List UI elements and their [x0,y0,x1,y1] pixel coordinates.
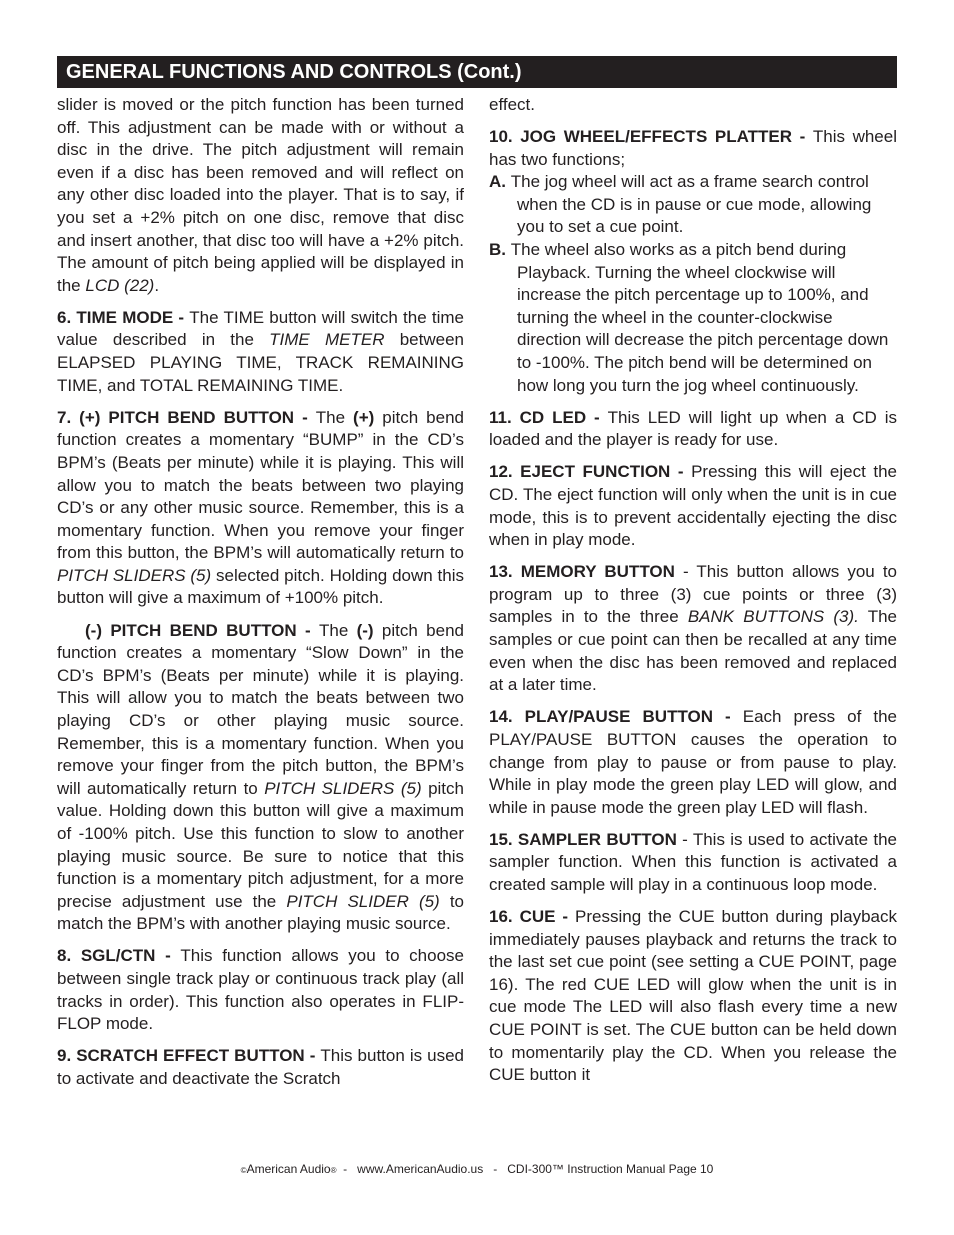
section-header [57,56,897,88]
item-heading: -) PITCH BEND BUTTON - [90,620,319,640]
page-footer [0,1162,954,1176]
text: . [154,275,160,295]
text: selected pitch. Holding down this button will give a maximum of +100% pitch. [57,565,465,608]
text: pitch value. Holding down this button will give a maximum of -100% pitch. Use this function to slow to another playing music source. Be sure to notice that this function is a momentary pitch adjustment, for a more precise adjustment use the [57,778,464,911]
item-heading: 11. CD LED - [489,407,608,427]
italic-ref: PITCH SLIDER (5) [286,891,440,911]
item-heading: ( [85,620,91,640]
paragraph-play-pause [489,706,897,819]
text: This wheel has two functions; [489,127,897,169]
item-heading: 6. TIME MODE - [57,307,190,327]
bold-ref: (-) [356,620,374,640]
paragraph-cue [489,906,897,1087]
text: pitch bend function creates a momentary “BUMP” in the CD’s BPM’s (Beats per minute) while it is playing. This will allow you to match the beats between two playing CD’s or any other music source. Remember, this is a momentary function. When you remove your finger from this button, the BPM’s will automatically return to [57,407,464,563]
text: The TIME button will switch the time value described in the [57,307,464,350]
italic-ref: PITCH SLIDERS (5) [57,565,212,585]
item-heading: 7. ( [57,407,85,427]
text: effect. [489,95,535,114]
paragraph-sgl-ctn [57,945,464,1035]
left-column [57,94,464,1100]
text: Pressing this will eject the CD. The eject function will only when the unit is in cue mode, this is to prevent accidentally ejecting the disc when in play mode. [489,462,897,550]
text: - This is used to activate the sampler function. When this function is activated a created sample will play in a continuous loop mode. [489,829,897,894]
paragraph-eject [489,461,897,551]
text: The samples or cue point can then be recalled at any time even when the disc has been removed and replaced at a later time. [489,607,897,695]
copyright-symbol: © [240,1166,247,1175]
paragraph-time-mode [57,307,464,397]
italic-ref: LCD (22) [85,275,155,295]
text: Each press of the PLAY/PAUSE BUTTON causes the operation to change from play to pause or from pause to play. While in play mode the green play LED will glow, and while in pause mode the green play LED will flash. [489,707,897,817]
paragraph-memory [489,561,897,697]
item-heading: 8. SGL/CTN - [57,946,181,966]
item-heading: 10. JOG WHEEL/EFFECTS PLATTER - [489,127,813,147]
text: This button is used to activate and deactivate the Scratch [57,1046,464,1088]
footer-text: - www.AmericanAudio.us - CDI-300™ Instruction Manual Page 10 [336,1162,714,1176]
text: The [318,620,357,640]
text: Pressing the CUE button during playback immediately pauses playback and returns the track to the last set cue point (see setting a CUE POINT, page 16). The red CUE LED will glow when the unit is in cue mode The LED will also flash every time a new CUE POINT is set. The CUE button can be held down to momentarily play the CD. When you release the CUE button it [489,907,897,1085]
item-heading: +) PITCH BEND BUTTON - [84,407,316,427]
paragraph-jog-wheel [489,126,897,171]
footer-brand: American Audio [246,1162,331,1176]
text: This function allows you to choose between single track play or continuous track play (all tracks in order). This function also operates in FLIP-FLOP mode. [57,946,464,1034]
item-heading: 13. MEMORY BUTTON [489,562,675,582]
paragraph-sampler [489,829,897,897]
item-heading: 16. CUE - [489,907,576,927]
paragraph-cd-led [489,407,897,452]
italic-ref: PITCH SLIDERS (5) [264,778,422,798]
italic-ref: TIME METER [269,330,385,350]
text: slider is moved or the pitch function has been turned off. This adjustment can be made with or without a disc in the drive. The pitch adjustment will remain even if a disc has been removed and will reflect on any other disc loaded into the player. That is to say, if you set a +2% pitch on one disc, remove that disc and insert another, that disc too will have a +2% pitch. The amount of pitch being applied will be displayed in the [57,95,464,295]
text: The [315,407,354,427]
right-column [489,94,897,1096]
section-title: GENERAL FUNCTIONS AND CONTROLS (Cont.) [66,61,522,83]
paragraph-scratch-effect [57,1045,464,1090]
bold-ref: (+) [353,407,375,427]
jog-wheel-item-b [489,239,897,397]
text: The jog wheel will act as a frame search control when the CD is in pause or cue mode, allowing you to set a cue point. [510,172,872,237]
text: - This button allows you to program up to three (3) cue points or three (3) samples in to the three [489,562,897,627]
item-heading: 14. PLAY/PAUSE BUTTON - [489,707,743,727]
item-heading: 15. SAMPLER BUTTON [489,829,677,849]
item-heading: 12. EJECT FUNCTION - [489,462,692,482]
item-heading: 9. SCRATCH EFFECT BUTTON - [57,1046,321,1066]
paragraph-scratch-continued [489,94,897,117]
text: This LED will light up when a CD is loaded and the player is ready for use. [489,407,897,450]
registered-symbol: ® [330,1166,337,1175]
item-label: B. [489,240,511,260]
jog-wheel-item-a [489,171,897,239]
text: to match the BPM’s with another playing music source. [57,891,464,934]
text: between ELAPSED PLAYING TIME, TRACK REMAINING TIME, and TOTAL REMAINING TIME. [57,330,464,395]
paragraph-plus-pitch-bend [57,407,464,610]
paragraph-minus-pitch-bend [57,620,464,936]
text: pitch bend function creates a momentary “Slow Down” in the CD’s BPM’s (Beats per minute) while it is playing. This will allow you to match the beats between two playing CD’s or other playing music source. Remember, this is a momentary function. When you remove your finger from the pitch button, the BPM’s will automatically return to [57,620,464,798]
paragraph-pitch-continued [57,94,464,297]
italic-ref: BANK BUTTONS (3). [687,607,859,627]
text: The wheel also works as a pitch bend during Playback. Turning the wheel clockwise will increase the pitch percentage up to 100%, and turning the wheel in the counter-clockwise direction will decrease the pitch percentage down to -100%. The pitch bend will be determined on how long you turn the jog wheel continuously. [510,240,889,395]
item-label: A. [489,172,511,192]
